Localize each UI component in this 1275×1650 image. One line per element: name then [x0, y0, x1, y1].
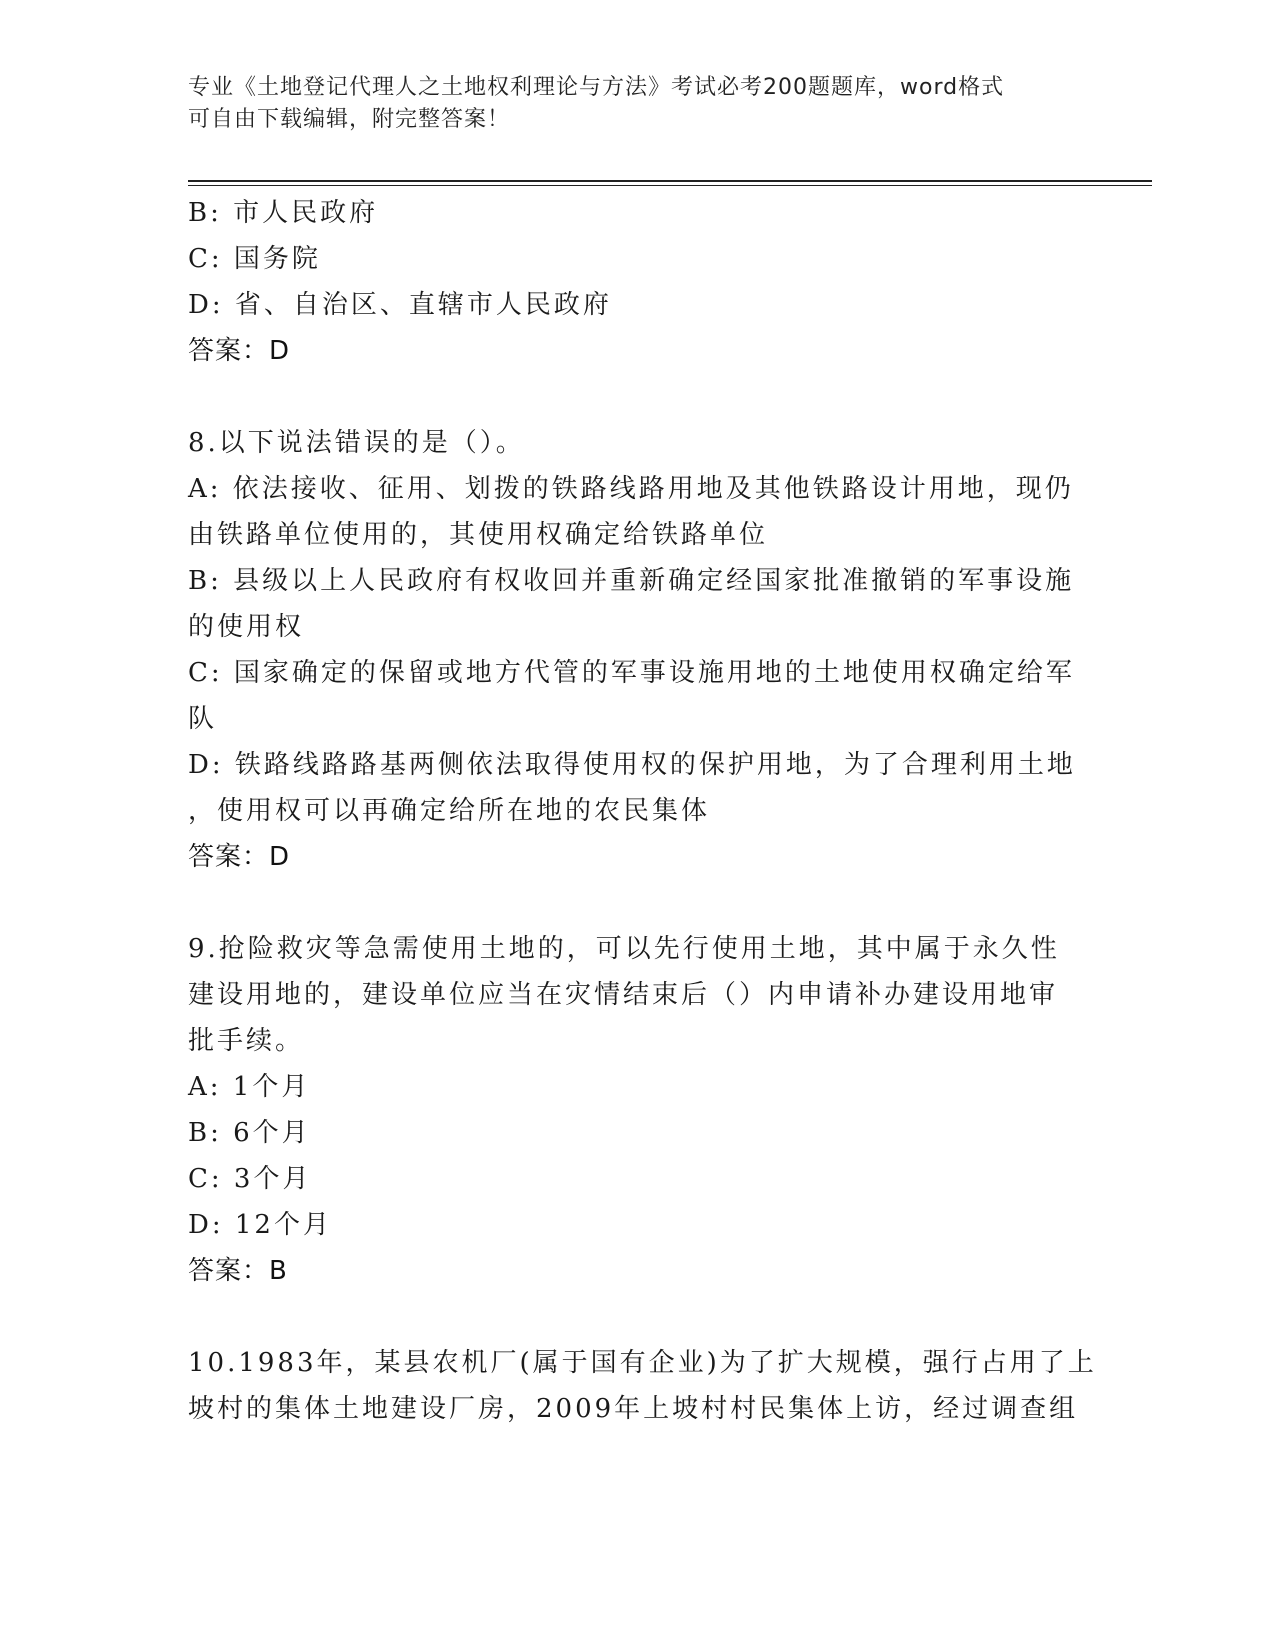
header-title-line1: 专业《土地登记代理人之土地权利理论与方法》考试必考200题题库，word格式 — [188, 75, 1005, 100]
document-header — [188, 72, 1088, 136]
spacer — [188, 1294, 1088, 1340]
question-7-continued — [188, 190, 1088, 374]
q8-option-b-line1: B: 县级以上人民政府有权收回并重新确定经国家批准撤销的军事设施 — [188, 566, 1075, 596]
q7-option-b: B: 市人民政府 — [188, 198, 379, 228]
q7-answer: 答案：D — [188, 336, 291, 366]
q9-option-d: D: 12个月 — [188, 1210, 332, 1240]
q9-stem-line1: 9.抢险救灾等急需使用土地的，可以先行使用土地，其中属于永久性 — [188, 934, 1060, 964]
q9-answer: 答案：B — [188, 1256, 288, 1286]
spacer — [188, 880, 1088, 926]
q8-option-a-line2: 由铁路单位使用的，其使用权确定给铁路单位 — [188, 520, 769, 550]
header-title-line2: 可自由下载编辑，附完整答案！ — [188, 107, 511, 132]
q8-stem: 8.以下说法错误的是（）。 — [188, 428, 525, 458]
q7-option-c: C: 国务院 — [188, 244, 321, 274]
header-divider-thick — [188, 180, 1152, 182]
q9-option-a: A: 1个月 — [188, 1072, 311, 1102]
header-divider-thin — [188, 185, 1152, 186]
q9-stem-line2: 建设用地的，建设单位应当在灾情结束后（）内申请补办建设用地审 — [188, 980, 1059, 1010]
spacer — [188, 374, 1088, 420]
q9-option-c: C: 3个月 — [188, 1164, 312, 1194]
question-8 — [188, 420, 1088, 880]
q8-option-a-line1: A: 依法接收、征用、划拨的铁路线路用地及其他铁路设计用地，现仍 — [188, 474, 1074, 504]
q8-option-c-line2: 队 — [188, 704, 218, 734]
q7-option-d: D: 省、自治区、直辖市人民政府 — [188, 290, 612, 320]
q10-stem-line2: 坡村的集体土地建设厂房，2009年上坡村村民集体上访，经过调查组 — [188, 1394, 1079, 1424]
q8-option-d-line2: ，使用权可以再确定给所在地的农民集体 — [188, 796, 711, 826]
q8-option-d-line1: D: 铁路线路路基两侧依法取得使用权的保护用地，为了合理利用土地 — [188, 750, 1076, 780]
document-body — [188, 190, 1097, 1432]
q9-stem-line3: 批手续。 — [188, 1026, 305, 1056]
q9-option-b: B: 6个月 — [188, 1118, 311, 1148]
q10-stem-line1: 10.1983年，某县农机厂(属于国有企业)为了扩大规模，强行占用了上 — [188, 1348, 1097, 1378]
q8-option-c-line1: C: 国家确定的保留或地方代管的军事设施用地的土地使用权确定给军 — [188, 658, 1075, 688]
question-10 — [188, 1340, 1097, 1432]
q8-answer: 答案：D — [188, 842, 291, 872]
question-9 — [188, 926, 1088, 1294]
q8-option-b-line2: 的使用权 — [188, 612, 305, 642]
